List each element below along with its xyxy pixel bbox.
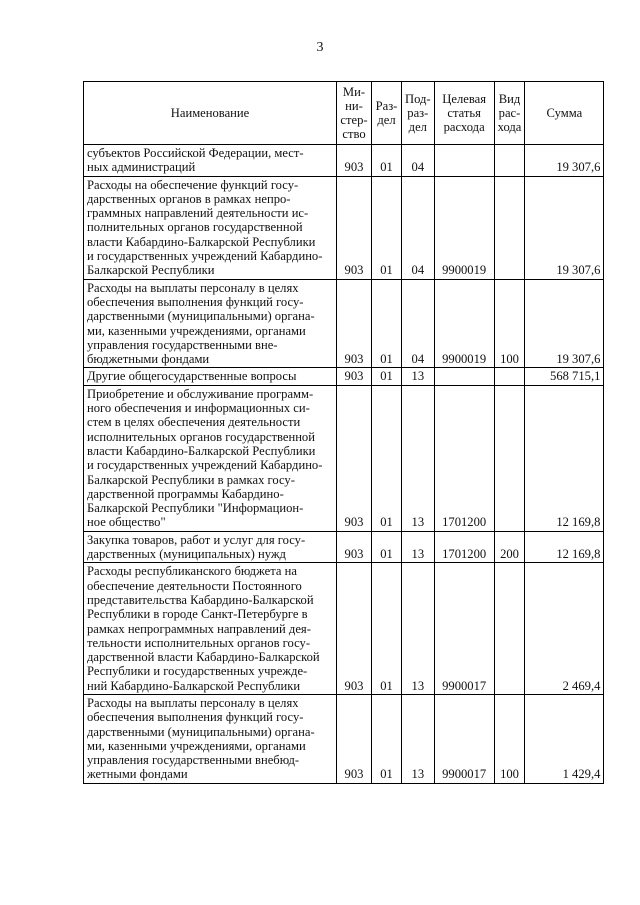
row-ministry-cell: 903 bbox=[337, 176, 372, 279]
header-expense-type: Вид рас- хода bbox=[494, 82, 525, 145]
header-subsection: Под- раз- дел bbox=[402, 82, 435, 145]
row-section-cell: 01 bbox=[372, 385, 402, 531]
header-sum: Сумма bbox=[525, 82, 604, 145]
row-target-cell: 1701200 bbox=[434, 385, 494, 531]
row-name-cell: Другие общегосударственные вопросы bbox=[84, 368, 337, 385]
row-ministry-cell: 903 bbox=[337, 694, 372, 783]
header-target: Целевая статья расхода bbox=[434, 82, 494, 145]
row-target-cell: 1701200 bbox=[434, 531, 494, 563]
page-number: 3 bbox=[316, 40, 324, 55]
row-section-cell: 01 bbox=[372, 368, 402, 385]
row-target-cell bbox=[434, 368, 494, 385]
row-ministry-cell: 903 bbox=[337, 368, 372, 385]
row-sum-cell: 19 307,6 bbox=[525, 145, 604, 177]
row-name-cell: Расходы на обеспечение функций госу- дарственных органов в рамках непро- граммных направлений деятельности ис- полнительных органов государственной власти Кабардино-Балкарской Республики и государственных учреждений Кабардино- Балкарской Республики bbox=[84, 176, 337, 279]
row-ministry-cell: 903 bbox=[337, 563, 372, 695]
row-subsection-cell: 13 bbox=[402, 563, 435, 695]
row-name-cell: субъектов Российской Федерации, мест- ных администраций bbox=[84, 145, 337, 177]
row-sum-cell: 19 307,6 bbox=[525, 279, 604, 368]
row-ministry-cell: 903 bbox=[337, 145, 372, 177]
row-sum-cell: 19 307,6 bbox=[525, 176, 604, 279]
row-subsection-cell: 13 bbox=[402, 368, 435, 385]
row-name-cell: Закупка товаров, работ и услуг для госу- дарственных (муниципальных) нужд bbox=[84, 531, 337, 563]
row-name-cell: Расходы на выплаты персоналу в целях обеспечения выполнения функций госу- дарственными (муниципальными) органа- ми, казенными учреждениями, органами управления государственными вне- бюджетными фондами bbox=[84, 279, 337, 368]
row-sum-cell: 1 429,4 bbox=[525, 694, 604, 783]
row-subsection-cell: 04 bbox=[402, 176, 435, 279]
row-section-cell: 01 bbox=[372, 694, 402, 783]
table-header-row bbox=[84, 82, 604, 145]
row-section-cell: 01 bbox=[372, 176, 402, 279]
row-sum-cell: 12 169,8 bbox=[525, 385, 604, 531]
row-ministry-cell: 903 bbox=[337, 385, 372, 531]
row-target-cell: 9900017 bbox=[434, 563, 494, 695]
row-expense-type-cell: 100 bbox=[494, 694, 525, 783]
row-ministry-cell: 903 bbox=[337, 279, 372, 368]
row-target-cell: 9900019 bbox=[434, 176, 494, 279]
row-name-cell: Приобретение и обслуживание программ- ного обеспечения и информационных си- стем в целях обеспечения деятельности исполнительных органов государственной власти Кабардино-Балкарской Республики и государственных учреждений Кабардино- Балкарской Республики в рамках госу- дарственной программы Кабардино- Балкарской Республики "Информацион- ное общество" bbox=[84, 385, 337, 531]
table-row bbox=[84, 145, 604, 177]
table-row bbox=[84, 279, 604, 368]
row-sum-cell: 568 715,1 bbox=[525, 368, 604, 385]
row-section-cell: 01 bbox=[372, 279, 402, 368]
table-row bbox=[84, 368, 604, 385]
row-target-cell: 9900017 bbox=[434, 694, 494, 783]
row-sum-cell: 2 469,4 bbox=[525, 563, 604, 695]
row-subsection-cell: 13 bbox=[402, 531, 435, 563]
row-expense-type-cell: 100 bbox=[494, 279, 525, 368]
row-section-cell: 01 bbox=[372, 531, 402, 563]
row-expense-type-cell bbox=[494, 368, 525, 385]
row-section-cell: 01 bbox=[372, 145, 402, 177]
table-row bbox=[84, 563, 604, 695]
header-ministry: Ми- ни- стер- ство bbox=[337, 82, 372, 145]
row-expense-type-cell bbox=[494, 563, 525, 695]
budget-table bbox=[83, 81, 604, 784]
row-expense-type-cell bbox=[494, 145, 525, 177]
table-row bbox=[84, 176, 604, 279]
row-expense-type-cell bbox=[494, 176, 525, 279]
row-subsection-cell: 13 bbox=[402, 385, 435, 531]
row-target-cell: 9900019 bbox=[434, 279, 494, 368]
header-name: Наименование bbox=[84, 82, 337, 145]
row-subsection-cell: 04 bbox=[402, 279, 435, 368]
row-expense-type-cell bbox=[494, 385, 525, 531]
row-section-cell: 01 bbox=[372, 563, 402, 695]
row-expense-type-cell: 200 bbox=[494, 531, 525, 563]
header-section: Раз- дел bbox=[372, 82, 402, 145]
row-ministry-cell: 903 bbox=[337, 531, 372, 563]
row-subsection-cell: 04 bbox=[402, 145, 435, 177]
row-target-cell bbox=[434, 145, 494, 177]
row-name-cell: Расходы республиканского бюджета на обеспечение деятельности Постоянного представительства Кабардино-Балкарской Республики в городе Санкт-Петербурге в рамках непрограммных направлений дея- тельности исполнительных органов госу- дарственной власти Кабардино-Балкарской Республики и государственных учрежде- ний Кабардино-Балкарской Республики bbox=[84, 563, 337, 695]
table-row bbox=[84, 694, 604, 783]
row-subsection-cell: 13 bbox=[402, 694, 435, 783]
row-sum-cell: 12 169,8 bbox=[525, 531, 604, 563]
table-row bbox=[84, 385, 604, 531]
table-row bbox=[84, 531, 604, 563]
row-name-cell: Расходы на выплаты персоналу в целях обеспечения выполнения функций госу- дарственными (муниципальными) органа- ми, казенными учреждениями, органами управления государственными внебюд- жетными фондами bbox=[84, 694, 337, 783]
